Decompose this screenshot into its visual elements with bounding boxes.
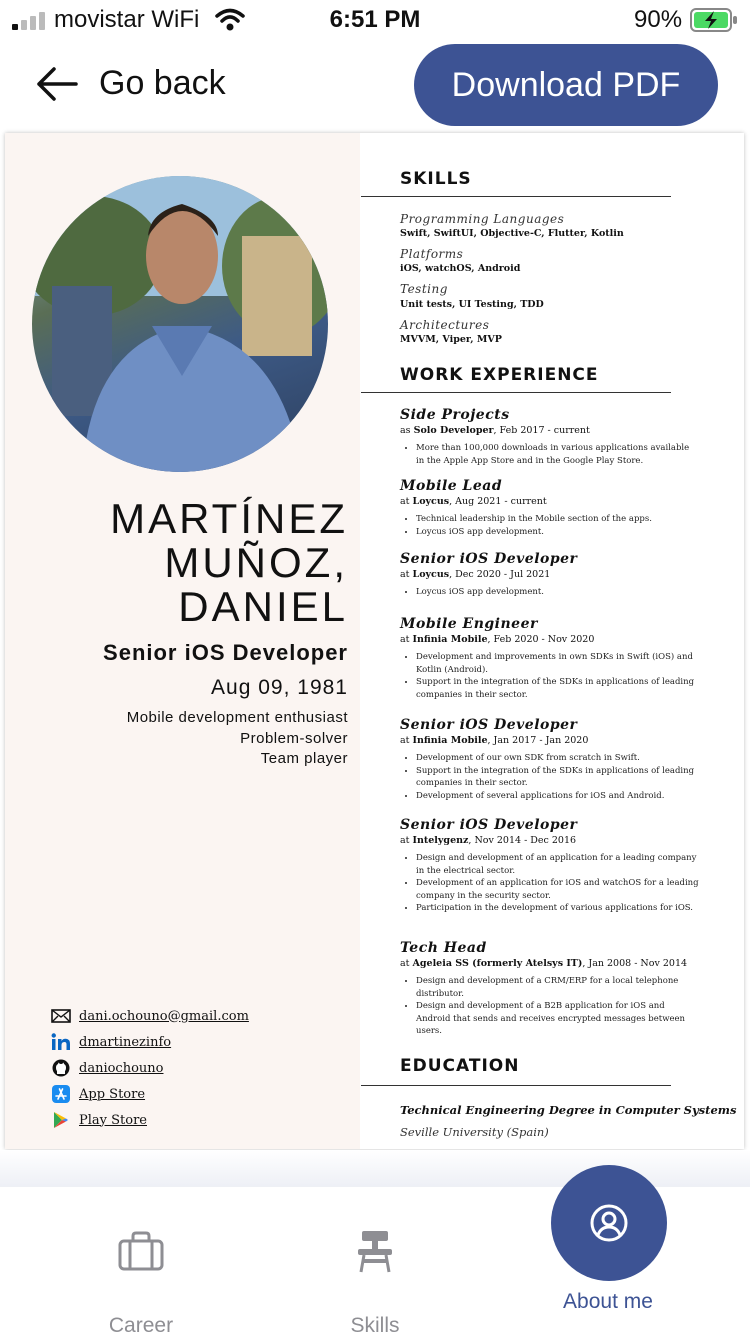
- contact-list: [51, 1003, 249, 1133]
- traits-list: [127, 708, 348, 770]
- tab-about-me[interactable]: [551, 1165, 667, 1281]
- education-degree: Technical Engineering Degree in Computer Systems: [400, 1103, 737, 1117]
- job-entry-meta: at Loycus, Dec 2020 - Jul 2021: [400, 569, 551, 580]
- name-line: MUÑOZ,: [164, 539, 348, 586]
- job-entry-title: Senior iOS Developer: [400, 717, 578, 733]
- skill-value: MVVM, Viper, MVP: [400, 334, 502, 345]
- job-entry-title: Senior iOS Developer: [400, 817, 578, 833]
- name-line: DANIEL: [178, 583, 348, 630]
- school-desk-icon: [275, 1224, 475, 1278]
- cv-preview: [5, 133, 744, 1149]
- contact-label[interactable]: App Store: [79, 1086, 146, 1102]
- tab-skills[interactable]: [275, 1200, 475, 1338]
- briefcase-icon: [41, 1224, 241, 1278]
- job-entry-meta: at Infinia Mobile, Jan 2017 - Jan 2020: [400, 735, 589, 746]
- job-entry-meta: at Infinia Mobile, Feb 2020 - Nov 2020: [400, 634, 595, 645]
- tab-skills-label: Skills: [350, 1314, 400, 1337]
- name-line: MARTÍNEZ: [110, 495, 348, 542]
- contact-label[interactable]: daniochouno: [79, 1060, 164, 1076]
- trait: Problem-solver: [240, 729, 348, 747]
- job-bullets: • Development and improvements in own SDKs in Swift (iOS) and Kotlin (Android). • Support in the integration of the SDKs in applications of leading companies in their sector.: [400, 651, 700, 701]
- skill-label: Testing: [400, 282, 448, 296]
- job-entry: [400, 407, 700, 467]
- skill-value: Unit tests, UI Testing, TDD: [400, 299, 544, 310]
- contact-email[interactable]: [51, 1003, 249, 1029]
- trait: Mobile development enthusiast: [126, 709, 348, 726]
- skill-value: Swift, SwiftUI, Objective-C, Flutter, Kotlin: [400, 228, 624, 239]
- job-bullets: • Technical leadership in the Mobile section of the apps. • Loycus iOS app development.: [400, 513, 700, 538]
- contact-play-store[interactable]: [51, 1107, 249, 1133]
- download-pdf-button[interactable]: Download PDF: [414, 44, 718, 126]
- play-store-icon: [51, 1110, 71, 1130]
- work-experience-heading: WORK EXPERIENCE: [400, 365, 599, 385]
- job-entry: [400, 616, 700, 701]
- contact-label[interactable]: Play Store: [79, 1112, 147, 1128]
- section-divider: [361, 1085, 671, 1086]
- tab-about-me-label[interactable]: About me: [563, 1290, 653, 1313]
- clock: 6:51 PM: [329, 6, 421, 33]
- job-bullets: • Loycus iOS app development.: [400, 586, 700, 599]
- job-entry: [400, 478, 700, 538]
- skill-value: iOS, watchOS, Android: [400, 263, 521, 274]
- mail-icon: [51, 1006, 71, 1026]
- skill-label: Platforms: [400, 247, 464, 261]
- tab-career[interactable]: [41, 1200, 241, 1338]
- contact-label[interactable]: dmartinezinfo: [79, 1034, 172, 1050]
- education-school: Seville University (Spain): [400, 1125, 549, 1139]
- job-entry-meta: at Intelygenz, Nov 2014 - Dec 2016: [400, 835, 577, 846]
- job-entry-title: Senior iOS Developer: [400, 551, 578, 567]
- battery-charging-icon: [690, 8, 738, 32]
- status-bar: [0, 0, 750, 40]
- carrier-label: movistar WiFi: [54, 6, 200, 33]
- job-entry-title: Side Projects: [400, 407, 510, 423]
- skill-label: Programming Languages: [400, 212, 565, 226]
- skills-heading: SKILLS: [400, 169, 472, 189]
- job-bullets: • More than 100,000 downloads in various applications available in the Apple App Store and in the Google Play Store.: [400, 442, 700, 467]
- job-bullets: • Design and development of an application for a leading company in the electrical sector. • Development of an application for iOS and watchOS for a leading company in the security sector. • Participation in the development of various applications for iOS.: [400, 852, 700, 915]
- go-back-button[interactable]: Go back: [99, 64, 226, 102]
- job-entry-meta: as Solo Developer, Feb 2017 - current: [400, 425, 590, 436]
- job-title: Senior iOS Developer: [103, 640, 348, 665]
- job-entry-meta: at Loycus, Aug 2021 - current: [400, 496, 547, 507]
- back-arrow-icon[interactable]: [34, 64, 80, 104]
- contact-github[interactable]: [51, 1055, 249, 1081]
- education-heading: EDUCATION: [400, 1056, 520, 1076]
- github-icon: [51, 1058, 71, 1078]
- trait: Team player: [260, 750, 348, 767]
- tab-career-label: Career: [108, 1314, 174, 1337]
- job-entry: [400, 717, 700, 802]
- skill-label: Architectures: [400, 318, 490, 332]
- app-store-icon: [51, 1084, 71, 1104]
- job-entry: [400, 940, 700, 1038]
- job-entry: [400, 551, 700, 599]
- job-entry: [400, 817, 700, 915]
- job-entry-title: Mobile Engineer: [400, 616, 538, 632]
- battery-percent: 90%: [634, 6, 683, 33]
- user-circle-icon: [589, 1203, 629, 1243]
- job-entry-meta: at Ageleia SS (formerly Atelsys IT), Jan 2008 - Nov 2014: [400, 958, 688, 969]
- job-bullets: • Development of our own SDK from scratch in Swift. • Support in the integration of the SDKs in applications of leading companies in their sector. • Development of several applications for iOS and Android.: [400, 752, 700, 802]
- contact-linkedin[interactable]: [51, 1029, 249, 1055]
- cv-sidebar: [5, 133, 360, 1149]
- contact-app-store[interactable]: [51, 1081, 249, 1107]
- full-name: [110, 497, 348, 629]
- section-divider: [361, 392, 671, 393]
- date-of-birth: Aug 09, 1981: [211, 676, 348, 699]
- job-entry-title: Mobile Lead: [400, 478, 503, 494]
- job-entry-title: Tech Head: [400, 940, 487, 956]
- linkedin-icon: [51, 1032, 71, 1052]
- section-divider: [361, 196, 671, 197]
- contact-label[interactable]: dani.ochouno@gmail.com: [79, 1008, 249, 1024]
- cv-main-column: [361, 133, 744, 1149]
- profile-photo: [32, 176, 328, 472]
- job-bullets: • Design and development of a CRM/ERP for a local telephone distributor. • Design and development of a B2B application for iOS and Android that sends and receives encrypted messages between users.: [400, 975, 700, 1038]
